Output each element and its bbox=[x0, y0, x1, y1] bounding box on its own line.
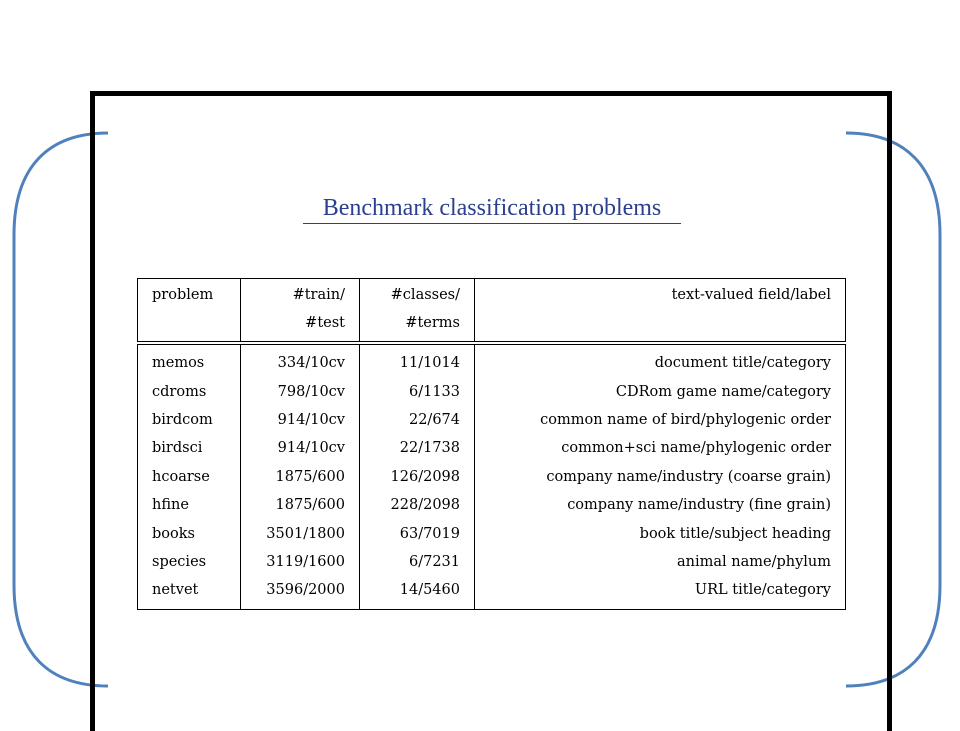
cell-field-label: common name of bird/phylogenic order bbox=[475, 406, 846, 434]
header-problem-2 bbox=[138, 309, 241, 343]
cell-field-label: URL title/category bbox=[475, 576, 846, 609]
table-row bbox=[138, 406, 846, 434]
table-row bbox=[138, 434, 846, 462]
header-row bbox=[138, 279, 846, 310]
table-row bbox=[138, 548, 846, 576]
table-row bbox=[138, 343, 846, 377]
cell-problem: memos bbox=[138, 343, 241, 377]
cell-problem: birdsci bbox=[138, 434, 241, 462]
cell-field-label: company name/industry (coarse grain) bbox=[475, 463, 846, 491]
header-problem: problem bbox=[138, 279, 241, 310]
cell-problem: netvet bbox=[138, 576, 241, 609]
cell-field-label: CDRom game name/category bbox=[475, 377, 846, 405]
cell-classes-terms: 6/1133 bbox=[360, 377, 475, 405]
table-row bbox=[138, 377, 846, 405]
cell-problem: books bbox=[138, 519, 241, 547]
benchmark-table bbox=[137, 278, 846, 610]
cell-classes-terms: 14/5460 bbox=[360, 576, 475, 609]
cell-classes-terms: 63/7019 bbox=[360, 519, 475, 547]
cell-classes-terms: 126/2098 bbox=[360, 463, 475, 491]
cell-problem: hcoarse bbox=[138, 463, 241, 491]
header-classes: #classes/ bbox=[360, 279, 475, 310]
table-row bbox=[138, 491, 846, 519]
cell-problem: species bbox=[138, 548, 241, 576]
cell-problem: hfine bbox=[138, 491, 241, 519]
cell-classes-terms: 6/7231 bbox=[360, 548, 475, 576]
cell-problem: birdcom bbox=[138, 406, 241, 434]
cell-problem: cdroms bbox=[138, 377, 241, 405]
cell-classes-terms: 22/674 bbox=[360, 406, 475, 434]
cell-train-test: 1875/600 bbox=[241, 463, 360, 491]
table-row bbox=[138, 576, 846, 609]
cell-train-test: 798/10cv bbox=[241, 377, 360, 405]
table-row bbox=[138, 519, 846, 547]
table-row bbox=[138, 463, 846, 491]
cell-train-test: 3596/2000 bbox=[241, 576, 360, 609]
cell-classes-terms: 228/2098 bbox=[360, 491, 475, 519]
cell-train-test: 914/10cv bbox=[241, 434, 360, 462]
header-train: #train/ bbox=[241, 279, 360, 310]
cell-field-label: company name/industry (fine grain) bbox=[475, 491, 846, 519]
cell-train-test: 1875/600 bbox=[241, 491, 360, 519]
cell-train-test: 3119/1600 bbox=[241, 548, 360, 576]
header-field-2 bbox=[475, 309, 846, 343]
cell-field-label: document title/category bbox=[475, 343, 846, 377]
slide-title: Benchmark classification problems bbox=[303, 195, 681, 224]
header-test: #test bbox=[241, 309, 360, 343]
header-field: text-valued field/label bbox=[475, 279, 846, 310]
cell-train-test: 914/10cv bbox=[241, 406, 360, 434]
cell-classes-terms: 11/1014 bbox=[360, 343, 475, 377]
cell-classes-terms: 22/1738 bbox=[360, 434, 475, 462]
cell-train-test: 3501/1800 bbox=[241, 519, 360, 547]
cell-field-label: common+sci name/phylogenic order bbox=[475, 434, 846, 462]
cell-train-test: 334/10cv bbox=[241, 343, 360, 377]
cell-field-label: book title/subject heading bbox=[475, 519, 846, 547]
table-body bbox=[138, 343, 846, 609]
header-terms: #terms bbox=[360, 309, 475, 343]
header-row bbox=[138, 309, 846, 343]
cell-field-label: animal name/phylum bbox=[475, 548, 846, 576]
